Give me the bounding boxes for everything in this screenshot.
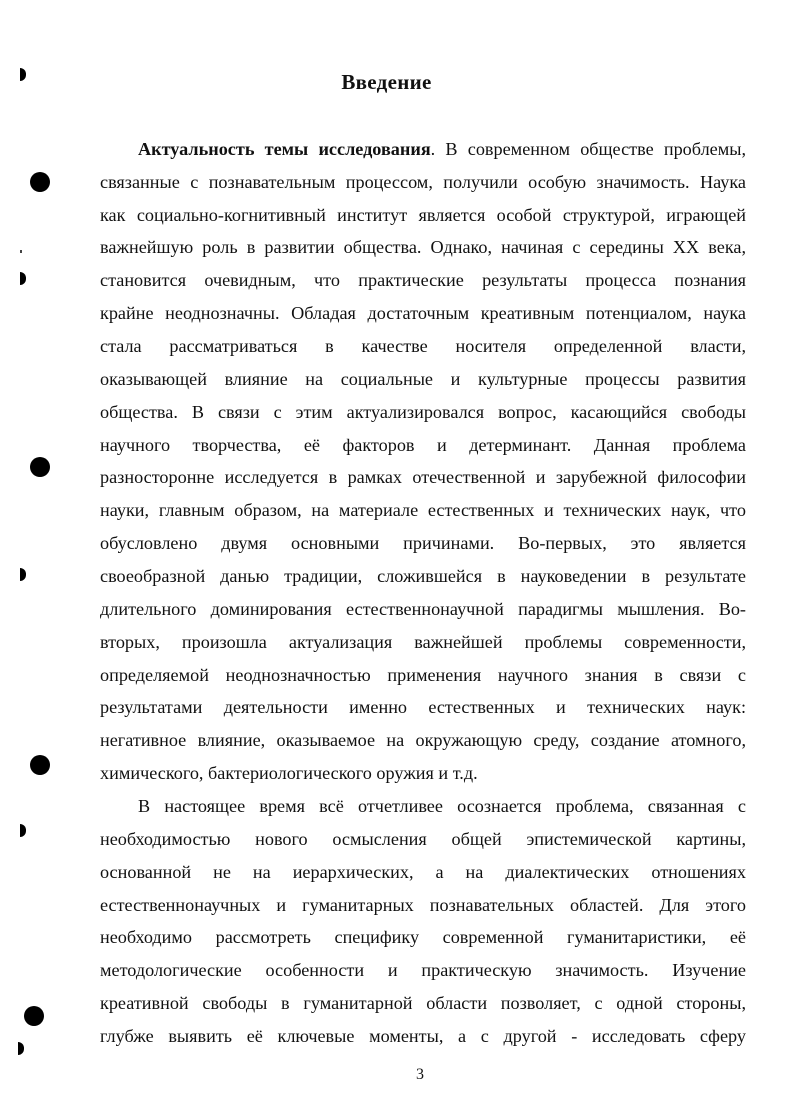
punch-hole-mark [24, 1006, 44, 1026]
text-line: химического, бактериологического оружия и т.д. [100, 763, 478, 783]
text-line: основанной не на иерархических, а на диалектических отношениях [100, 862, 746, 882]
text-line: разносторонне исследуется в рамках отечественной и зарубежной философии [100, 467, 746, 487]
text-line: стала рассматриваться в качестве носителя определенной власти, [100, 336, 746, 356]
punch-hole-mark [20, 272, 26, 285]
text-line: как социально-когнитивный институт является особой структурой, играющей [100, 205, 746, 225]
text-line: определяемой неоднозначностью применения научного знания в связи с [100, 665, 746, 685]
text-line: естественнонаучных и гуманитарных познавательных областей. Для этого [100, 895, 746, 915]
text-line: глубже выявить её ключевые моменты, а с другой - исследовать сферу [100, 1026, 746, 1046]
text-line: негативное влияние, оказываемое на окружающую среду, создание атомного, [100, 730, 746, 750]
text-line: связанные с познавательным процессом, получили особую значимость. Наука [100, 172, 746, 192]
text-line: важнейшую роль в развитии общества. Однако, начиная с середины XX века, [100, 237, 746, 257]
text-line: результатами деятельности именно естественных и технических наук: [100, 697, 746, 717]
text-line: своеобразной данью традиции, сложившейся в науковедении в результате [100, 566, 746, 586]
page-number: 3 [416, 1066, 424, 1083]
punch-hole-mark [30, 755, 50, 775]
text-line: обусловлено двумя основными причинами. Во-первых, это является [100, 533, 746, 553]
text-line: длительного доминирования естественнонаучной парадигмы мышления. Во- [100, 599, 746, 619]
paragraph-2-first-line: В настоящее время всё отчетливее осознается проблема, связанная с [138, 796, 746, 816]
punch-hole-mark [20, 824, 26, 837]
text-line: общества. В связи с этим актуализировался вопрос, касающийся свободы [100, 402, 746, 422]
bold-lead-phrase: Актуальность темы исследования [138, 139, 431, 159]
lead-line-rest: . В современном обществе проблемы, [430, 139, 747, 159]
text-line: науки, главным образом, на материале естественных и технических наук, что [100, 500, 746, 520]
punch-hole-mark [30, 457, 50, 477]
text-line: оказывающей влияние на социальные и культурные процессы развития [100, 369, 746, 389]
punch-hole-mark [18, 1042, 24, 1055]
text-line: крайне неоднозначны. Обладая достаточным креативным потенциалом, наука [100, 303, 746, 323]
text-line: вторых, произошла актуализация важнейшей проблемы современности, [100, 632, 746, 652]
text-line: методологические особенности и практическую значимость. Изучение [100, 960, 746, 980]
scan-speck [20, 250, 22, 253]
punch-hole-mark [30, 172, 50, 192]
punch-hole-mark [20, 568, 26, 581]
text-line: становится очевидным, что практические результаты процесса познания [100, 270, 746, 290]
text-line: необходимо рассмотреть специфику современной гуманитаристики, её [100, 927, 746, 947]
text-line: креативной свободы в гуманитарной области позволяет, с одной стороны, [100, 993, 746, 1013]
page-title: Введение [341, 70, 432, 94]
text-line: научного творчества, её факторов и детерминант. Данная проблема [100, 435, 746, 455]
paragraph-1-first-line [138, 138, 746, 160]
text-line: необходимостью нового осмысления общей эпистемической картины, [100, 829, 746, 849]
